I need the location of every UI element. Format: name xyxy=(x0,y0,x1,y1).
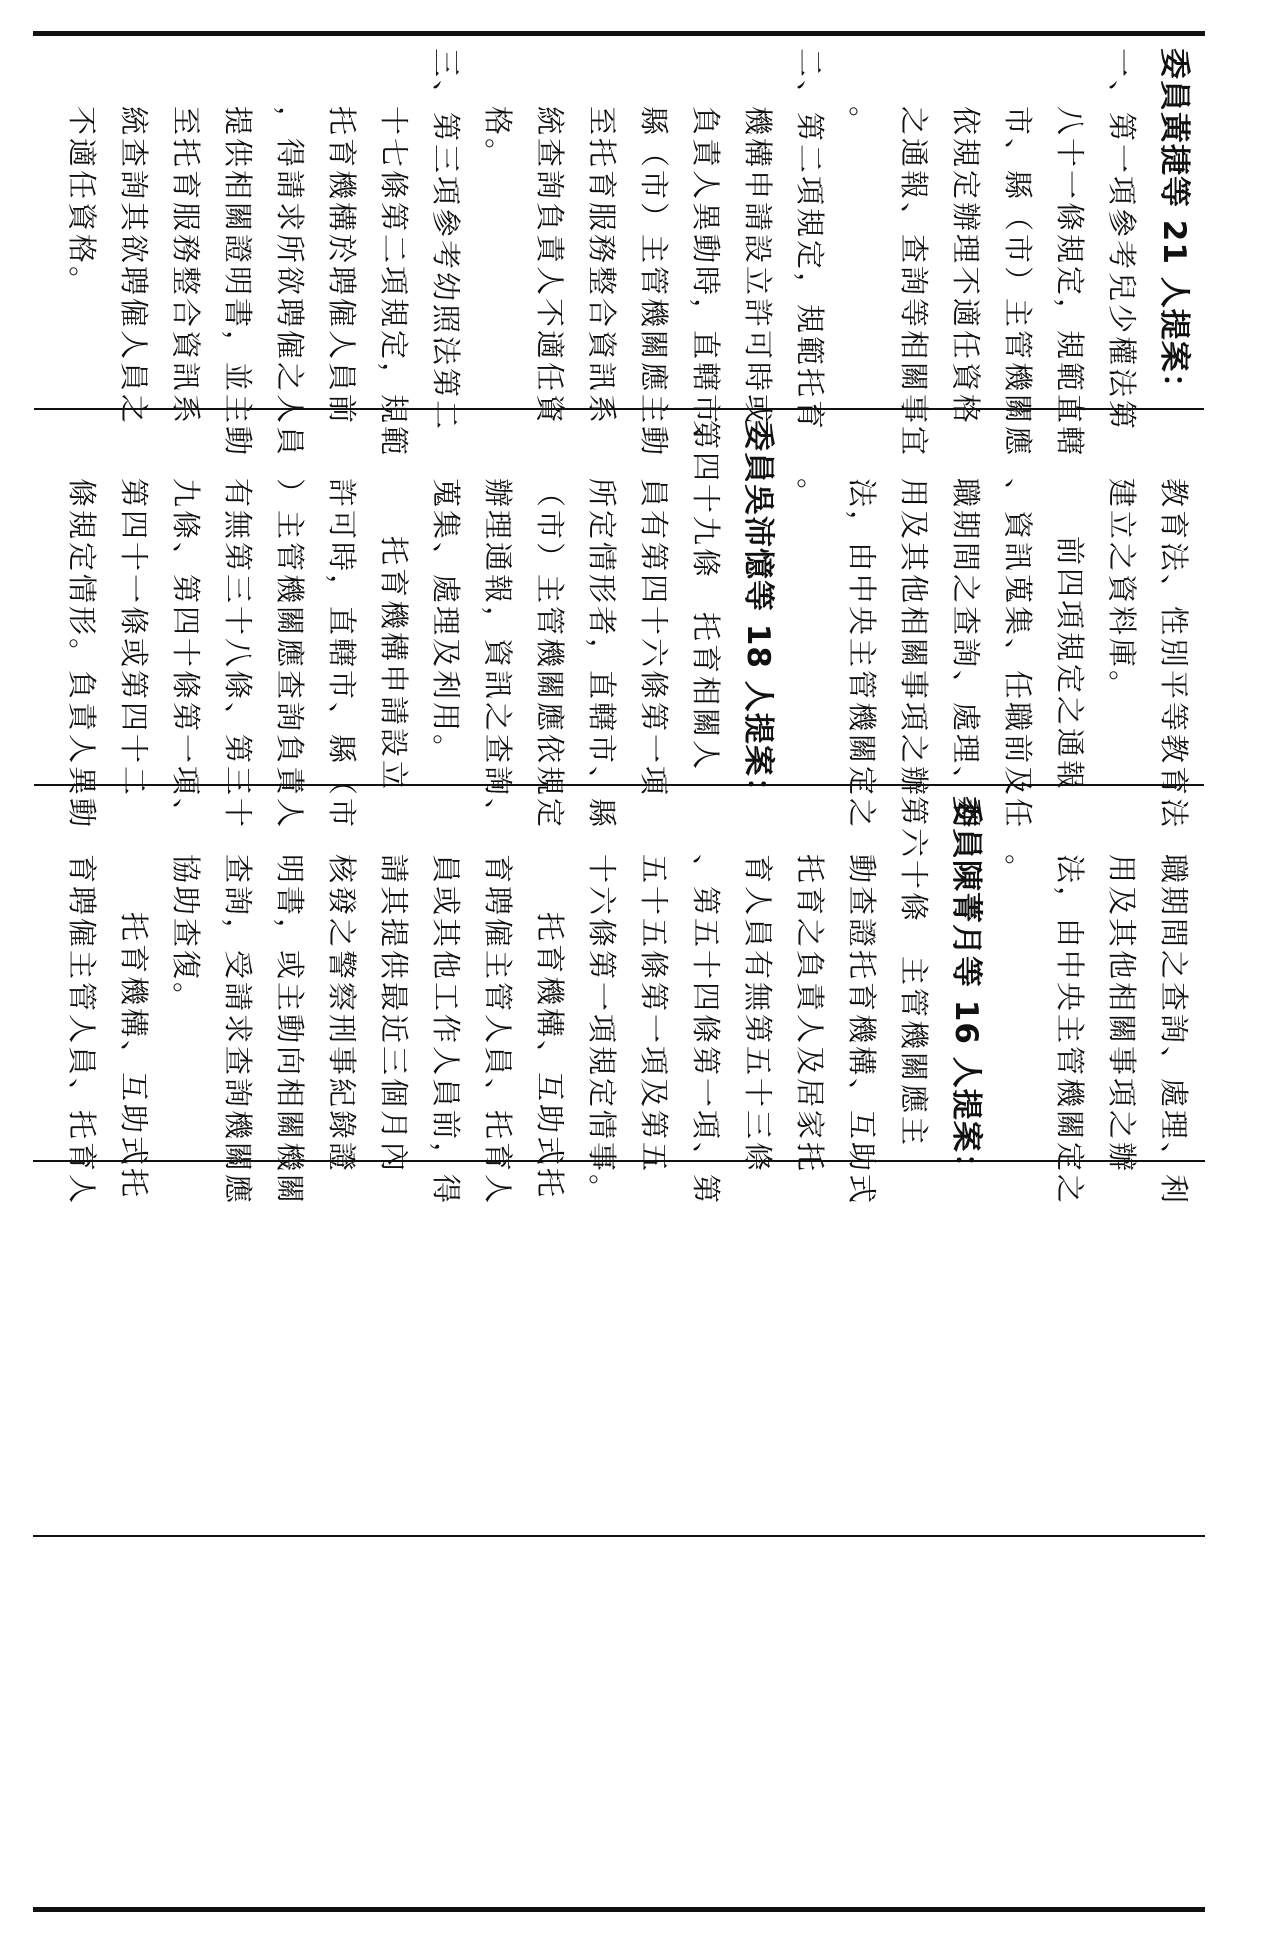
text-line: 員有第四十六條第一項 xyxy=(637,478,671,799)
text-line: 職期間之查詢、處理、利 xyxy=(1157,854,1191,1207)
text-line: 第六十條 主管機關應主 xyxy=(897,796,931,1149)
text-line: 五十五條第一項及第五 xyxy=(637,854,671,1175)
text-line: 條規定情形。負責人異動 xyxy=(65,478,99,831)
text-line: 十七條第二項規定，規範 xyxy=(377,106,411,459)
proposal-column-chen xyxy=(56,796,1200,1206)
text-line: 育人員有無第五十三條 xyxy=(741,854,775,1175)
text-line: 明書，或主動向相關機關 xyxy=(273,854,307,1207)
text-line: 十六條第一項規定情事。 xyxy=(585,854,619,1207)
text-line: 第四十一條或第四十二 xyxy=(117,478,151,799)
text-line: 核發之警察刑事紀錄證 xyxy=(325,854,359,1175)
text-line: 二、第二項規定，規範托育 xyxy=(793,48,827,433)
text-line: 九條、第四十條第一項、 xyxy=(169,478,203,831)
text-line: 法，由中央主管機關定之 xyxy=(1053,854,1087,1207)
text-line: 育聘僱主管人員、托育人 xyxy=(481,854,515,1207)
proposal-heading: 委員陳菁月等 16 人提案： xyxy=(948,796,984,1185)
top-rule xyxy=(33,31,1205,36)
text-line: 請其提供最近三個月內 xyxy=(377,854,411,1175)
text-line: （市）主管機關應依規定 xyxy=(533,478,567,831)
text-line: 教育法、性別平等教育法 xyxy=(1157,478,1191,831)
text-line: 之通報、查詢等相關事宜 xyxy=(897,106,931,459)
text-line: 法，由中央主管機關定之 xyxy=(845,478,879,831)
text-line: 至托育服務整合資訊系 xyxy=(169,106,203,427)
text-line: 三、第三項參考幼照法第二 xyxy=(429,48,463,433)
text-line: 員或其他工作人員前，得 xyxy=(429,854,463,1207)
text-line: 用及其他相關事項之辦 xyxy=(897,478,931,799)
text-line: 前四項規定之通報 xyxy=(1053,536,1087,793)
text-line: 育聘僱主管人員、托育人 xyxy=(65,854,99,1207)
text-line: 動查證托育機構、互助式 xyxy=(845,854,879,1207)
text-line: 托育機構於聘僱人員前 xyxy=(325,106,359,427)
proposal-column-huang xyxy=(56,48,1200,458)
text-line: 統查詢其欲聘僱人員之 xyxy=(117,106,151,427)
text-line: 職期間之查詢、處理、利 xyxy=(949,478,983,831)
text-line: 一、第一項參考兒少權法第 xyxy=(1105,48,1139,433)
text-line: 、第五十四條第一項、第 xyxy=(689,854,723,1207)
text-line: 所定情形者，直轄市、縣 xyxy=(585,478,619,831)
text-line: 統查詢負責人不適任資 xyxy=(533,106,567,427)
text-line: 、資訊蒐集、任職前及任 xyxy=(1001,478,1035,831)
proposal-column-wu xyxy=(56,420,1200,830)
text-line: 用及其他相關事項之辦 xyxy=(1105,854,1139,1175)
text-line: 。 xyxy=(1001,854,1035,887)
lower-rule xyxy=(33,1535,1205,1537)
text-line: 格。 xyxy=(481,106,515,171)
text-line: 蒐集、處理及利用。 xyxy=(429,478,463,767)
text-line: 至托育服務整合資訊系 xyxy=(585,106,619,427)
text-line: 建立之資料庫。 xyxy=(1105,478,1139,703)
text-line: 依規定辦理不適任資格 xyxy=(949,106,983,427)
text-line: 縣（市）主管機關應主動 xyxy=(637,106,671,459)
text-line: 不適任資格。 xyxy=(65,106,99,299)
text-line: 辦理通報，資訊之查詢、 xyxy=(481,478,515,831)
text-line: ）主管機關應查詢負責人 xyxy=(273,478,307,831)
text-line: 提供相關證明書，並主動 xyxy=(221,106,255,459)
text-line: 協助查復。 xyxy=(169,854,203,1015)
proposal-heading: 委員吳沛憶等 18 人提案： xyxy=(740,420,776,809)
text-line: 第四十九條 托育相關人 xyxy=(689,420,723,773)
text-line: 托育機構、互助式托 xyxy=(117,912,151,1201)
proposal-heading: 委員黃捷等 21 人提案： xyxy=(1156,48,1192,405)
text-line: 有無第三十八條、第三十 xyxy=(221,478,255,831)
text-line: 托育之負責人及居家托 xyxy=(793,854,827,1175)
text-line: 。 xyxy=(845,106,879,139)
text-line: 機構申請設立許可時或 xyxy=(741,106,775,427)
text-line: 托育機構申請設立 xyxy=(377,536,411,793)
text-line: 八十一條規定，規範直轄 xyxy=(1053,106,1087,459)
text-line: 許可時，直轄市、縣（市 xyxy=(325,478,359,831)
text-line: 市、縣（市）主管機關應 xyxy=(1001,106,1035,459)
text-line: 查詢，受請求查詢機關應 xyxy=(221,854,255,1207)
text-line: ，得請求所欲聘僱之人員 xyxy=(273,106,307,459)
text-line: 。 xyxy=(793,478,827,511)
text-line: 負責人異動時，直轄市、 xyxy=(689,106,723,459)
bottom-rule xyxy=(33,1907,1205,1912)
text-line: 托育機構、互助式托 xyxy=(533,912,567,1201)
